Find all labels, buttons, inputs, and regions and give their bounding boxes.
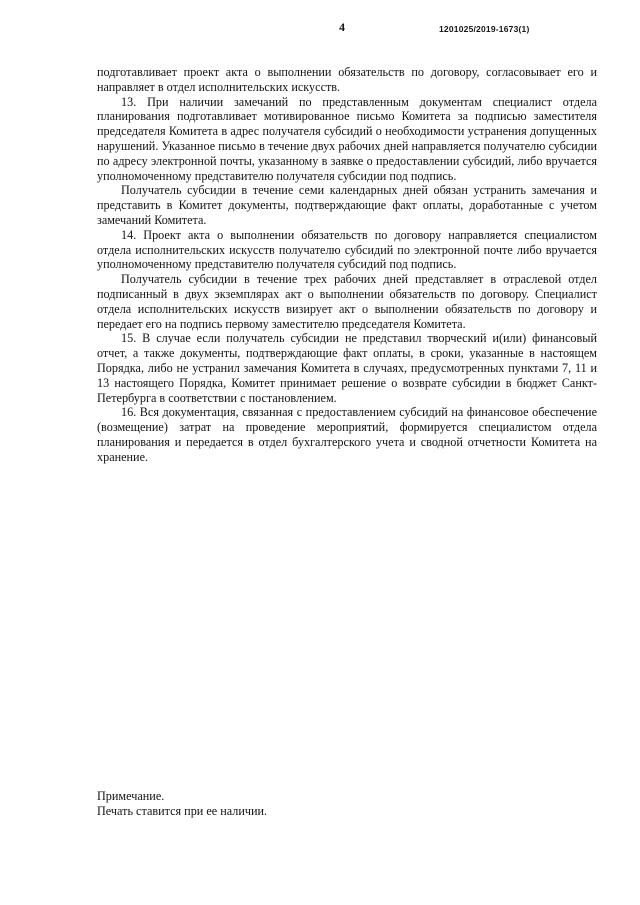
document-id: 1201025/2019-1673(1) [439,24,530,34]
page-number: 4 [339,20,345,34]
paragraph-13: 13. При наличии замечаний по представленным документам специалист отдела планирования подготавливает мотивированное письмо Комитета за подписью заместителя председателя Комитета в адрес получателя субсидий о необходимости устранения допущенных нарушений. Указанное письмо в течение двух рабочих дней направляется получателю субсидии по адресу электронной почты, указанному в заявке о предоставлении субсидий, либо вручается уполномоченному представителю получателя субсидии под подпись. [97,94,597,183]
document-body [97,65,597,465]
paragraph-continuation: подготавливает проект акта о выполнении обязательств по договору, согласовывает его и направляет в отдел исполнительских искусств. [97,65,597,94]
paragraph-15: 15. В случае если получатель субсидии не представил творческий и(или) финансовый отчет, а также документы, подтверждающие факт оплаты, в сроки, указанные в настоящем Порядка, либо не устранил замечания Комитета в случаях, предусмотренных пунктами 7, 11 и 13 настоящего Порядка, Комитет принимает решение о возврате субсидии в бюджет Санкт-Петербурга в соответствии с постановлением. [97,331,597,405]
note-title: Примечание. [97,789,165,803]
paragraph-13-continued: Получатель субсидии в течение семи календарных дней обязан устранить замечания и представить в Комитет документы, подтверждающие факт оплаты, доработанные с учетом замечаний Комитета. [97,183,597,227]
paragraph-14: 14. Проект акта о выполнении обязательств по договору направляется специалистом отдела исполнительских искусств получателю субсидий по электронной почте либо вручается уполномоченному представителю получателя субсидий под подпись. [97,227,597,272]
footnote [97,789,577,819]
paragraph-14-continued: Получатель субсидии в течение трех рабочих дней представляет в отраслевой отдел подписанный в двух экземплярах акт о выполнении обязательств по договору. Специалист отдела исполнительских искусств визирует акт о выполнении обязательств по договору и передает его на подпись первому заместителю председателя Комитета. [97,272,597,331]
paragraph-16: 16. Вся документация, связанная с предоставлением субсидий на финансовое обеспечение (возмещение) затрат на проведение мероприятий, формируется специалистом отдела планирования и передается в отдел бухгалтерского учета и сводной отчетности Комитета на хранение. [97,405,597,464]
note-text: Печать ставится при ее наличии. [97,804,268,818]
